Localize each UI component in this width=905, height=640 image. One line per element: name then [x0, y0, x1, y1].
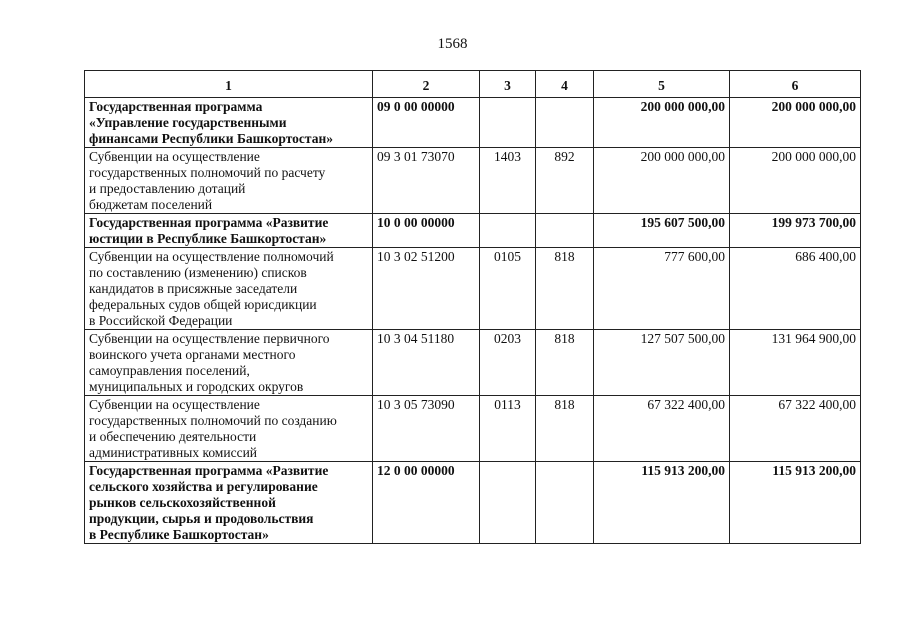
row-target-code: 09 0 00 00000	[373, 98, 480, 148]
table-row-item	[85, 148, 861, 214]
row-name: Субвенции на осуществление первичного воинского учета органами местного самоуправления поселений, муниципальных и городских округов	[85, 330, 373, 396]
row-section: 0105	[480, 248, 536, 330]
table-row-item	[85, 330, 861, 396]
table-header-row	[85, 71, 861, 98]
row-amount-1: 200 000 000,00	[594, 148, 730, 214]
row-target-code: 10 3 04 51180	[373, 330, 480, 396]
row-amount-2: 200 000 000,00	[730, 98, 861, 148]
row-section	[480, 214, 536, 248]
row-amount-2: 67 322 400,00	[730, 396, 861, 462]
row-name: Государственная программа «Управление государственными финансами Республики Башкортостан»	[85, 98, 373, 148]
table-row-program	[85, 98, 861, 148]
row-name: Государственная программа «Развитие сельского хозяйства и регулирование рынков сельскохозяйственной продукции, сырья и продовольствия в Республике Башкортостан»	[85, 462, 373, 544]
row-target-code: 10 3 02 51200	[373, 248, 480, 330]
column-header-1: 1	[85, 71, 373, 98]
row-name: Государственная программа «Развитие юстиции в Республике Башкортостан»	[85, 214, 373, 248]
budget-table	[84, 70, 861, 544]
row-amount-2: 131 964 900,00	[730, 330, 861, 396]
row-name: Субвенции на осуществление полномочий по составлению (изменению) списков кандидатов в присяжные заседатели федеральных судов общей юрисдикции в Российской Федерации	[85, 248, 373, 330]
row-target-code: 09 3 01 73070	[373, 148, 480, 214]
column-header-6: 6	[730, 71, 861, 98]
row-section: 1403	[480, 148, 536, 214]
row-target-code: 10 3 05 73090	[373, 396, 480, 462]
row-department: 818	[536, 248, 594, 330]
row-section: 0113	[480, 396, 536, 462]
row-amount-2: 686 400,00	[730, 248, 861, 330]
row-department	[536, 462, 594, 544]
row-amount-1: 127 507 500,00	[594, 330, 730, 396]
row-amount-2: 115 913 200,00	[730, 462, 861, 544]
column-header-2: 2	[373, 71, 480, 98]
table-row-item	[85, 248, 861, 330]
row-amount-1: 195 607 500,00	[594, 214, 730, 248]
row-amount-1: 67 322 400,00	[594, 396, 730, 462]
row-amount-1: 200 000 000,00	[594, 98, 730, 148]
row-section	[480, 462, 536, 544]
table-row-program	[85, 214, 861, 248]
page-number: 1568	[437, 36, 468, 52]
row-target-code: 10 0 00 00000	[373, 214, 480, 248]
row-amount-1: 777 600,00	[594, 248, 730, 330]
row-name: Субвенции на осуществление государственных полномочий по расчету и предоставлению дотаций бюджетам поселений	[85, 148, 373, 214]
row-section: 0203	[480, 330, 536, 396]
row-target-code: 12 0 00 00000	[373, 462, 480, 544]
row-department: 892	[536, 148, 594, 214]
row-section	[480, 98, 536, 148]
row-department: 818	[536, 330, 594, 396]
column-header-5: 5	[594, 71, 730, 98]
table-row-item	[85, 396, 861, 462]
row-name: Субвенции на осуществление государственных полномочий по созданию и обеспечению деятельности административных комиссий	[85, 396, 373, 462]
row-amount-2: 200 000 000,00	[730, 148, 861, 214]
row-department	[536, 98, 594, 148]
row-amount-1: 115 913 200,00	[594, 462, 730, 544]
column-header-4: 4	[536, 71, 594, 98]
row-department	[536, 214, 594, 248]
table-row-program	[85, 462, 861, 544]
row-department: 818	[536, 396, 594, 462]
column-header-3: 3	[480, 71, 536, 98]
row-amount-2: 199 973 700,00	[730, 214, 861, 248]
